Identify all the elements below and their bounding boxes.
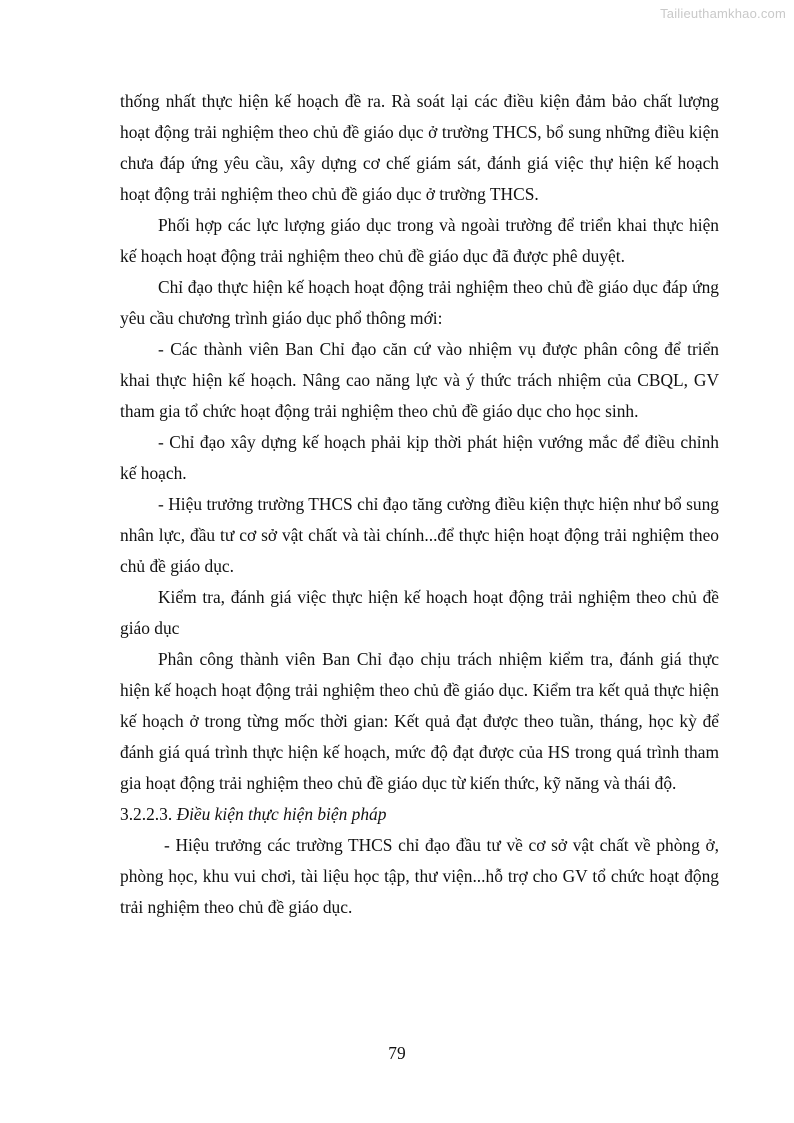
paragraph-direction: Chỉ đạo thực hiện kế hoạch hoạt động trải nghiệm theo chủ đề giáo dục đáp ứng yêu cầu chương trình giáo dục phổ thông mới: (120, 277, 719, 328)
section-number: 3.2.2.3. (120, 804, 173, 824)
paragraph-evaluation-title: Kiểm tra, đánh giá việc thực hiện kế hoạch hoạt động trải nghiệm theo chủ đề giáo dục (120, 587, 719, 638)
list-item-steering-members: - Các thành viên Ban Chỉ đạo căn cứ vào nhiệm vụ được phân công để triển khai thực hiện kế hoạch. Nâng cao năng lực và ý thức trách nhiệm của CBQL, GV tham gia tổ chức hoạt động trải nghiệm theo chủ đề giáo dục cho học sinh. (120, 339, 719, 421)
paragraph-coordination: Phối hợp các lực lượng giáo dục trong và ngoài trường để triển khai thực hiện kế hoạch hoạt động trải nghiệm theo chủ đề giáo dục đã được phê duyệt. (120, 215, 719, 266)
watermark-text: Tailieuthamkhao.com (660, 6, 786, 21)
page-body (120, 86, 719, 923)
page-number: 79 (388, 1043, 406, 1063)
list-item-facilities-investment: - Hiệu trưởng các trường THCS chỉ đạo đầu tư về cơ sở vật chất về phòng ở, phòng học, khu vui chơi, tài liệu học tập, thư viện...hỗ trợ cho GV tổ chức hoạt động trải nghiệm theo chủ đề giáo dục. (120, 835, 719, 917)
list-item-plan-adjustment: - Chỉ đạo xây dựng kế hoạch phải kịp thời phát hiện vướng mắc để điều chỉnh kế hoạch. (120, 432, 719, 483)
paragraph-evaluation-detail: Phân công thành viên Ban Chỉ đạo chịu trách nhiệm kiểm tra, đánh giá thực hiện kế hoạch hoạt động trải nghiệm theo chủ đề giáo dục. Kiểm tra kết quả thực hiện kế hoạch ở trong từng mốc thời gian: Kết quả đạt được theo tuần, tháng, học kỳ để đánh giá quá trình thực hiện kế hoạch, mức độ đạt được của HS trong quá trình tham gia hoạt động trải nghiệm theo chủ đề giáo dục từ kiến thức, kỹ năng và thái độ. (120, 649, 719, 793)
list-item-principal-conditions: - Hiệu trưởng trường THCS chỉ đạo tăng cường điều kiện thực hiện như bổ sung nhân lực, đầu tư cơ sở vật chất và tài chính...để thực hiện hoạt động trải nghiệm theo chủ đề giáo dục. (120, 494, 719, 576)
paragraph-continuation: thống nhất thực hiện kế hoạch đề ra. Rà soát lại các điều kiện đảm bảo chất lượng hoạt động trải nghiệm theo chủ đề giáo dục ở trường THCS, bổ sung những điều kiện chưa đáp ứng yêu cầu, xây dựng cơ chế giám sát, đánh giá việc thự hiện kế hoạch hoạt động trải nghiệm theo chủ đề giáo dục ở trường THCS. (120, 91, 719, 204)
section-heading (120, 799, 719, 830)
section-title: Điều kiện thực hiện biện pháp (176, 804, 387, 824)
